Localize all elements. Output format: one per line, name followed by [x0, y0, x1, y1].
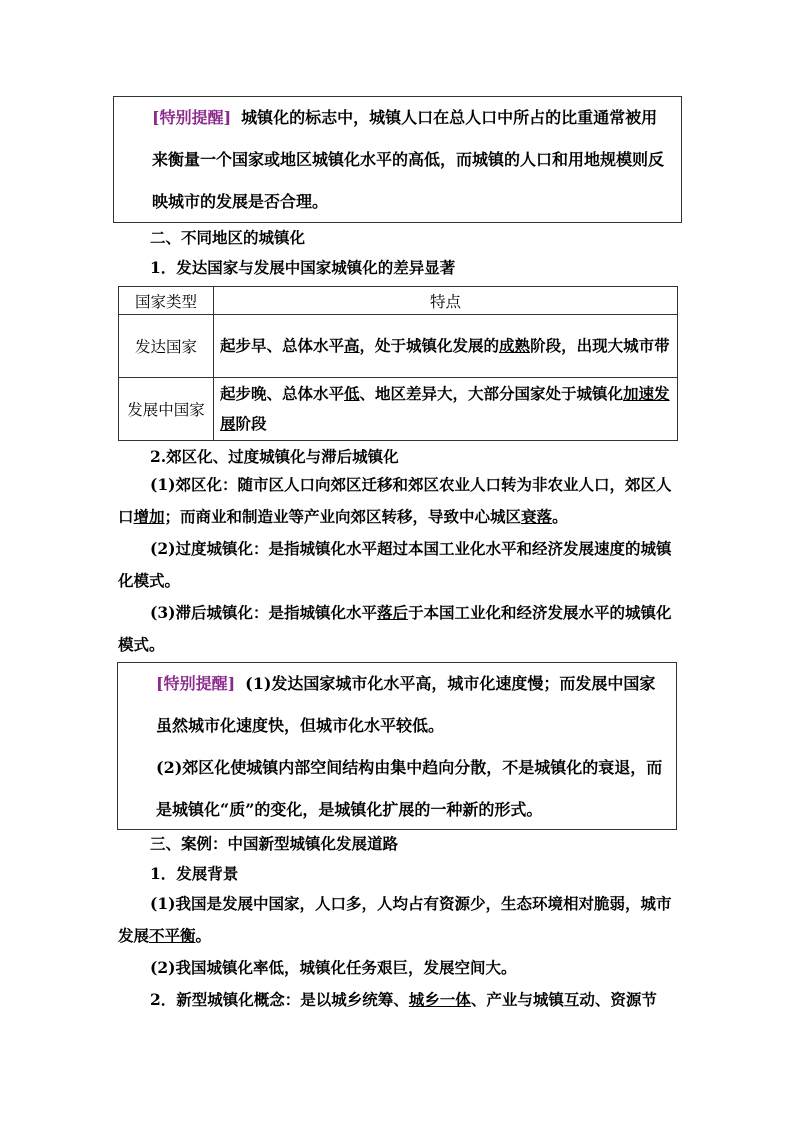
table-header-type: 国家类型 [119, 287, 214, 315]
reminder-paragraph: (2)郊区化使城镇内部空间结构由集中趋向分散，不是城镇化的衰退，而是城镇化“质”的变化，是城镇化扩展的一种新的形式。 [156, 758, 663, 819]
text-run: 阶段，出现大城市带 [530, 336, 670, 355]
reminder-text: (1)发达国家城市化水平高，城市化速度慢；而发展中国家虽然城市化速度快，但城市化水平较低。 [156, 674, 656, 735]
reminder-text: 城镇化的标志中，城镇人口在总人口中所占的比重通常被用来衡量一个国家或地区城镇化水平的高低，而城镇的人口和用地规模则反映城市的发展是否合理。 [152, 108, 665, 211]
text-run: 于本国工业化和经济发展水平的城镇化模式。 [118, 603, 672, 654]
text-run: (1)我国是发展中国家，人口多，人均占有资源少，生态环境相对脆弱，城市发展 [118, 894, 672, 945]
paragraph-background-2: (2)我国城镇化率低，城镇化任务艰巨，发展空间大。 [150, 958, 517, 977]
underlined-term: 低 [344, 384, 360, 403]
text-run: 、产业与城镇互动、资源节 [470, 990, 657, 1009]
text-run: 起步早、总体水平 [220, 336, 345, 355]
text-run: 起步晚、总体水平 [220, 384, 345, 403]
underlined-term: 增加 [133, 507, 165, 526]
subsection-heading: 1．发达国家与发展中国家城镇化的差异显著 [150, 258, 456, 277]
underlined-term: 成熟 [499, 336, 531, 355]
underlined-term: 加速发展 [220, 384, 670, 433]
section-heading: 三、案例：中国新型城镇化发展道路 [150, 834, 399, 853]
table-cell-type: 发达国家 [119, 315, 214, 378]
subsection-heading [150, 988, 657, 1010]
subsection-heading: 1．发展背景 [150, 864, 239, 883]
underlined-term: 衰落 [521, 507, 553, 526]
paragraph-over-urbanization: (2)过度城镇化：是指城镇化水平超过本国工业化水平和经济发展速度的城镇化模式。 [118, 539, 672, 590]
table-cell-type: 发展中国家 [119, 378, 214, 441]
reminder-tag: [特别提醒] [152, 108, 232, 127]
underlined-term: 落后 [376, 603, 408, 622]
underlined-term: 城乡一体 [408, 990, 471, 1009]
table-row [119, 315, 678, 378]
text-run: (3)滞后城镇化：是指城镇化水平 [150, 603, 377, 622]
subsection-heading: 2.郊区化、过度城镇化与滞后城镇化 [150, 447, 399, 466]
text-run: (1)郊区化：随市区人口向郊区迁移和郊区农业人口转为非农业人口，郊区人口 [118, 475, 672, 526]
reminder-paragraph [156, 663, 666, 747]
comparison-table [118, 286, 678, 441]
underlined-term: 高 [344, 336, 360, 355]
table-header-row [119, 287, 678, 315]
text-run: ；而商业和制造业等产业向郊区转移，导致中心城区 [164, 507, 522, 526]
table-cell-feature [214, 315, 678, 378]
section-heading: 二、不同地区的城镇化 [150, 228, 306, 247]
text-run: 。 [552, 507, 568, 526]
text-run: 阶段 [235, 414, 267, 433]
special-reminder-box [113, 96, 682, 223]
paragraph-background-1 [118, 888, 674, 952]
reminder-tag: [特别提醒] [156, 674, 236, 693]
text-run: 、地区差异大，大部分国家处于城镇化 [359, 384, 624, 403]
special-reminder-box [117, 662, 677, 830]
table-header-feature: 特点 [214, 287, 678, 315]
paragraph-suburbanization [118, 469, 674, 533]
reminder-paragraph [152, 97, 671, 223]
text-run: 。 [195, 926, 212, 945]
paragraph-lagging-urbanization [118, 597, 674, 661]
table-row [119, 378, 678, 441]
table-cell-feature [214, 378, 678, 441]
underlined-term: 不平衡 [149, 926, 196, 945]
text-run: ，处于城镇化发展的 [359, 336, 500, 355]
text-run: 2．新型城镇化概念：是以城乡统筹、 [150, 990, 409, 1009]
